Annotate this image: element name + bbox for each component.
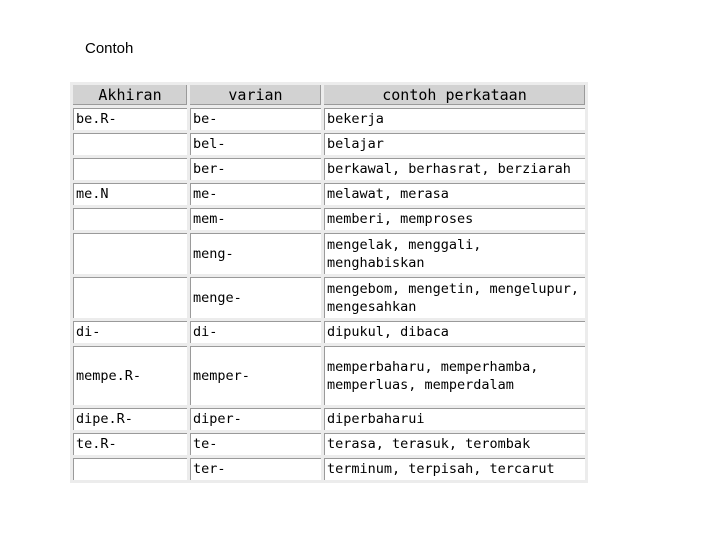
column-header-contoh: contoh perkataan: [324, 85, 585, 105]
cell-akhiran: mempe.R-: [73, 346, 187, 405]
cell-contoh: memperbaharu, memperhamba, memperluas, memperdalam: [324, 346, 585, 405]
cell-contoh: terminum, terpisah, tercarut: [324, 458, 585, 480]
cell-akhiran: [73, 158, 187, 180]
cell-varian: menge-: [190, 277, 321, 318]
cell-varian: mem-: [190, 208, 321, 230]
cell-contoh: mengebom, mengetin, mengelupur, mengesahkan: [324, 277, 585, 318]
cell-contoh: belajar: [324, 133, 585, 155]
table-header-row: [73, 85, 585, 105]
cell-akhiran: be.R-: [73, 108, 187, 130]
cell-contoh: dipukul, dibaca: [324, 321, 585, 343]
cell-akhiran: [73, 277, 187, 318]
cell-contoh: memberi, memproses: [324, 208, 585, 230]
cell-akhiran: [73, 133, 187, 155]
cell-varian: di-: [190, 321, 321, 343]
cell-contoh: diperbaharui: [324, 408, 585, 430]
cell-contoh: berkawal, berhasrat, berziarah: [324, 158, 585, 180]
table-row: [73, 321, 585, 343]
cell-contoh: bekerja: [324, 108, 585, 130]
cell-akhiran: di-: [73, 321, 187, 343]
cell-contoh: mengelak, menggali, menghabiskan: [324, 233, 585, 274]
cell-akhiran: me.N: [73, 183, 187, 205]
table-row: [73, 108, 585, 130]
cell-varian: diper-: [190, 408, 321, 430]
table-row: [73, 408, 585, 430]
cell-varian: memper-: [190, 346, 321, 405]
cell-akhiran: [73, 208, 187, 230]
cell-varian: ter-: [190, 458, 321, 480]
cell-akhiran: [73, 458, 187, 480]
table-row: [73, 208, 585, 230]
cell-varian: bel-: [190, 133, 321, 155]
cell-varian: ber-: [190, 158, 321, 180]
cell-akhiran: [73, 233, 187, 274]
table-row: [73, 133, 585, 155]
table-row: [73, 158, 585, 180]
section-heading: Contoh: [85, 40, 134, 57]
cell-akhiran: dipe.R-: [73, 408, 187, 430]
column-header-akhiran: Akhiran: [73, 85, 187, 105]
cell-varian: te-: [190, 433, 321, 455]
cell-akhiran: te.R-: [73, 433, 187, 455]
table-row: [73, 277, 585, 318]
table-row: [73, 346, 585, 405]
table-row: [73, 458, 585, 480]
suffix-table: [70, 82, 588, 483]
column-header-varian: varian: [190, 85, 321, 105]
cell-varian: me-: [190, 183, 321, 205]
table-row: [73, 433, 585, 455]
table-row: [73, 183, 585, 205]
cell-varian: meng-: [190, 233, 321, 274]
cell-varian: be-: [190, 108, 321, 130]
cell-contoh: terasa, terasuk, terombak: [324, 433, 585, 455]
table-row: [73, 233, 585, 274]
cell-contoh: melawat, merasa: [324, 183, 585, 205]
